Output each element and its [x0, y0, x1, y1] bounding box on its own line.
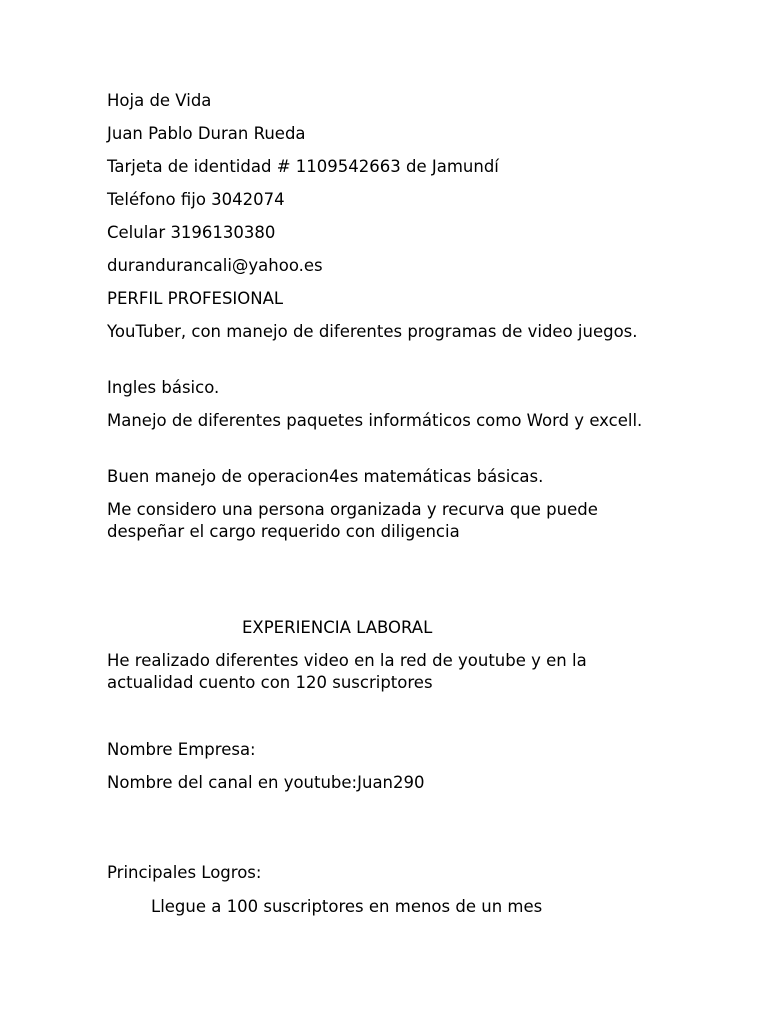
- landline-phone: Teléfono fijo 3042074: [107, 190, 285, 209]
- document-title: Hoja de Vida: [107, 91, 212, 110]
- experience-text: He realizado diferentes video en la red de youtube y en la actualidad cuento con 120 suscriptores: [107, 651, 587, 692]
- profile-item: YouTuber, con manejo de diferentes programas de video juegos.: [107, 322, 638, 341]
- profile-item: Ingles básico.: [107, 378, 220, 397]
- profile-item: Buen manejo de operacion4es matemáticas básicas.: [107, 467, 544, 486]
- profile-item: Manejo de diferentes paquetes informáticos como Word y excell.: [107, 411, 643, 430]
- achievement-item: Llegue a 100 suscriptores en menos de un mes: [151, 897, 543, 916]
- experience-heading: EXPERIENCIA LABORAL: [242, 618, 433, 637]
- identity-card: Tarjeta de identidad # 1109542663 de Jamundí: [107, 157, 499, 176]
- channel-name: Nombre del canal en youtube:Juan290: [107, 773, 425, 792]
- mobile-phone: Celular 3196130380: [107, 223, 276, 242]
- company-label: Nombre Empresa:: [107, 740, 256, 759]
- applicant-name: Juan Pablo Duran Rueda: [107, 124, 306, 143]
- profile-heading: PERFIL PROFESIONAL: [107, 289, 284, 308]
- achievements-heading: Principales Logros:: [107, 863, 262, 882]
- profile-item: Me considero una persona organizada y recurva que puede despeñar el cargo requerido con diligencia: [107, 500, 598, 541]
- email-address: durandurancali@yahoo.es: [107, 256, 323, 275]
